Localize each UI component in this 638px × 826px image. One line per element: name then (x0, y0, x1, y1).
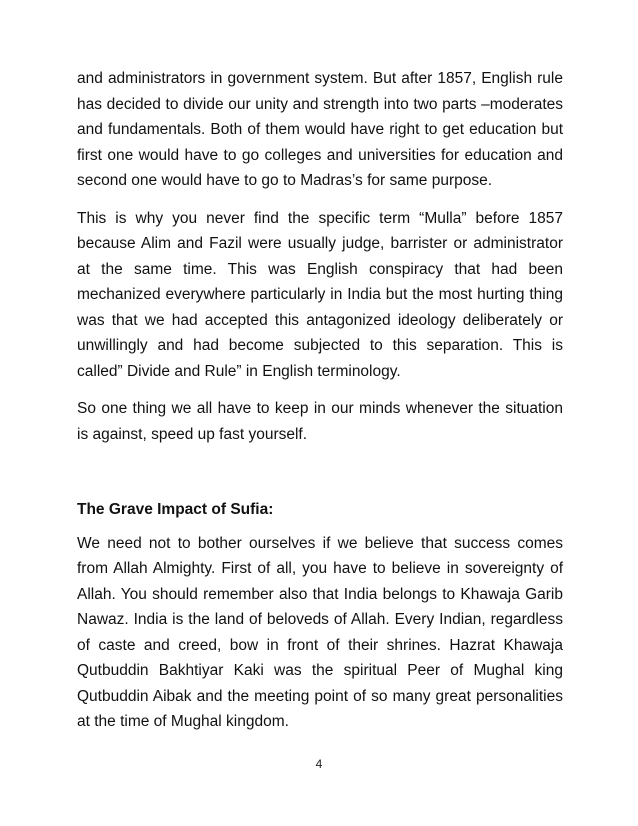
section-spacer (77, 459, 563, 497)
document-body (77, 66, 563, 747)
paragraph-sufia-impact: We need not to bother ourselves if we believe that success comes from Allah Almighty. First of all, you have to believe in sovereignty of Allah. You should remember also that India belongs to Khawaja Garib Nawaz. India is the land of beloveds of Allah. Every Indian, regardless of caste and creed, bow in front of their shrines. Hazrat Khawaja Qutbuddin Bakhtiyar Kaki was the spiritual Peer of Mughal king Qutbuddin Aibak and the meeting point of so many great personalities at the time of Mughal kingdom. (77, 534, 563, 730)
paragraph-keep-in-mind: So one thing we all have to keep in our minds whenever the situation is against, speed up fast yourself. (77, 400, 563, 443)
section-heading: The Grave Impact of Sufia: (77, 501, 274, 518)
page-number: 4 (315, 757, 323, 771)
paragraph-mulla-term: This is why you never find the specific term “Mulla” before 1857 because Alim and Fazil were usually judge, barrister or administrator at the same time. This was English conspiracy that had been mechanized everywhere particularly in India but the most hurting thing was that we had accepted this antagonized ideology deliberately or unwillingly and had become subjected to this separation. This is called” Divide and Rule” in English terminology. (77, 209, 563, 380)
paragraph-english-rule-division: and administrators in government system. But after 1857, English rule has decided to divide our unity and strength into two parts –moderates and fundamentals. Both of them would have right to get education but first one would have to go colleges and universities for education and second one would have to go to Madras’s for same purpose. (77, 70, 563, 189)
